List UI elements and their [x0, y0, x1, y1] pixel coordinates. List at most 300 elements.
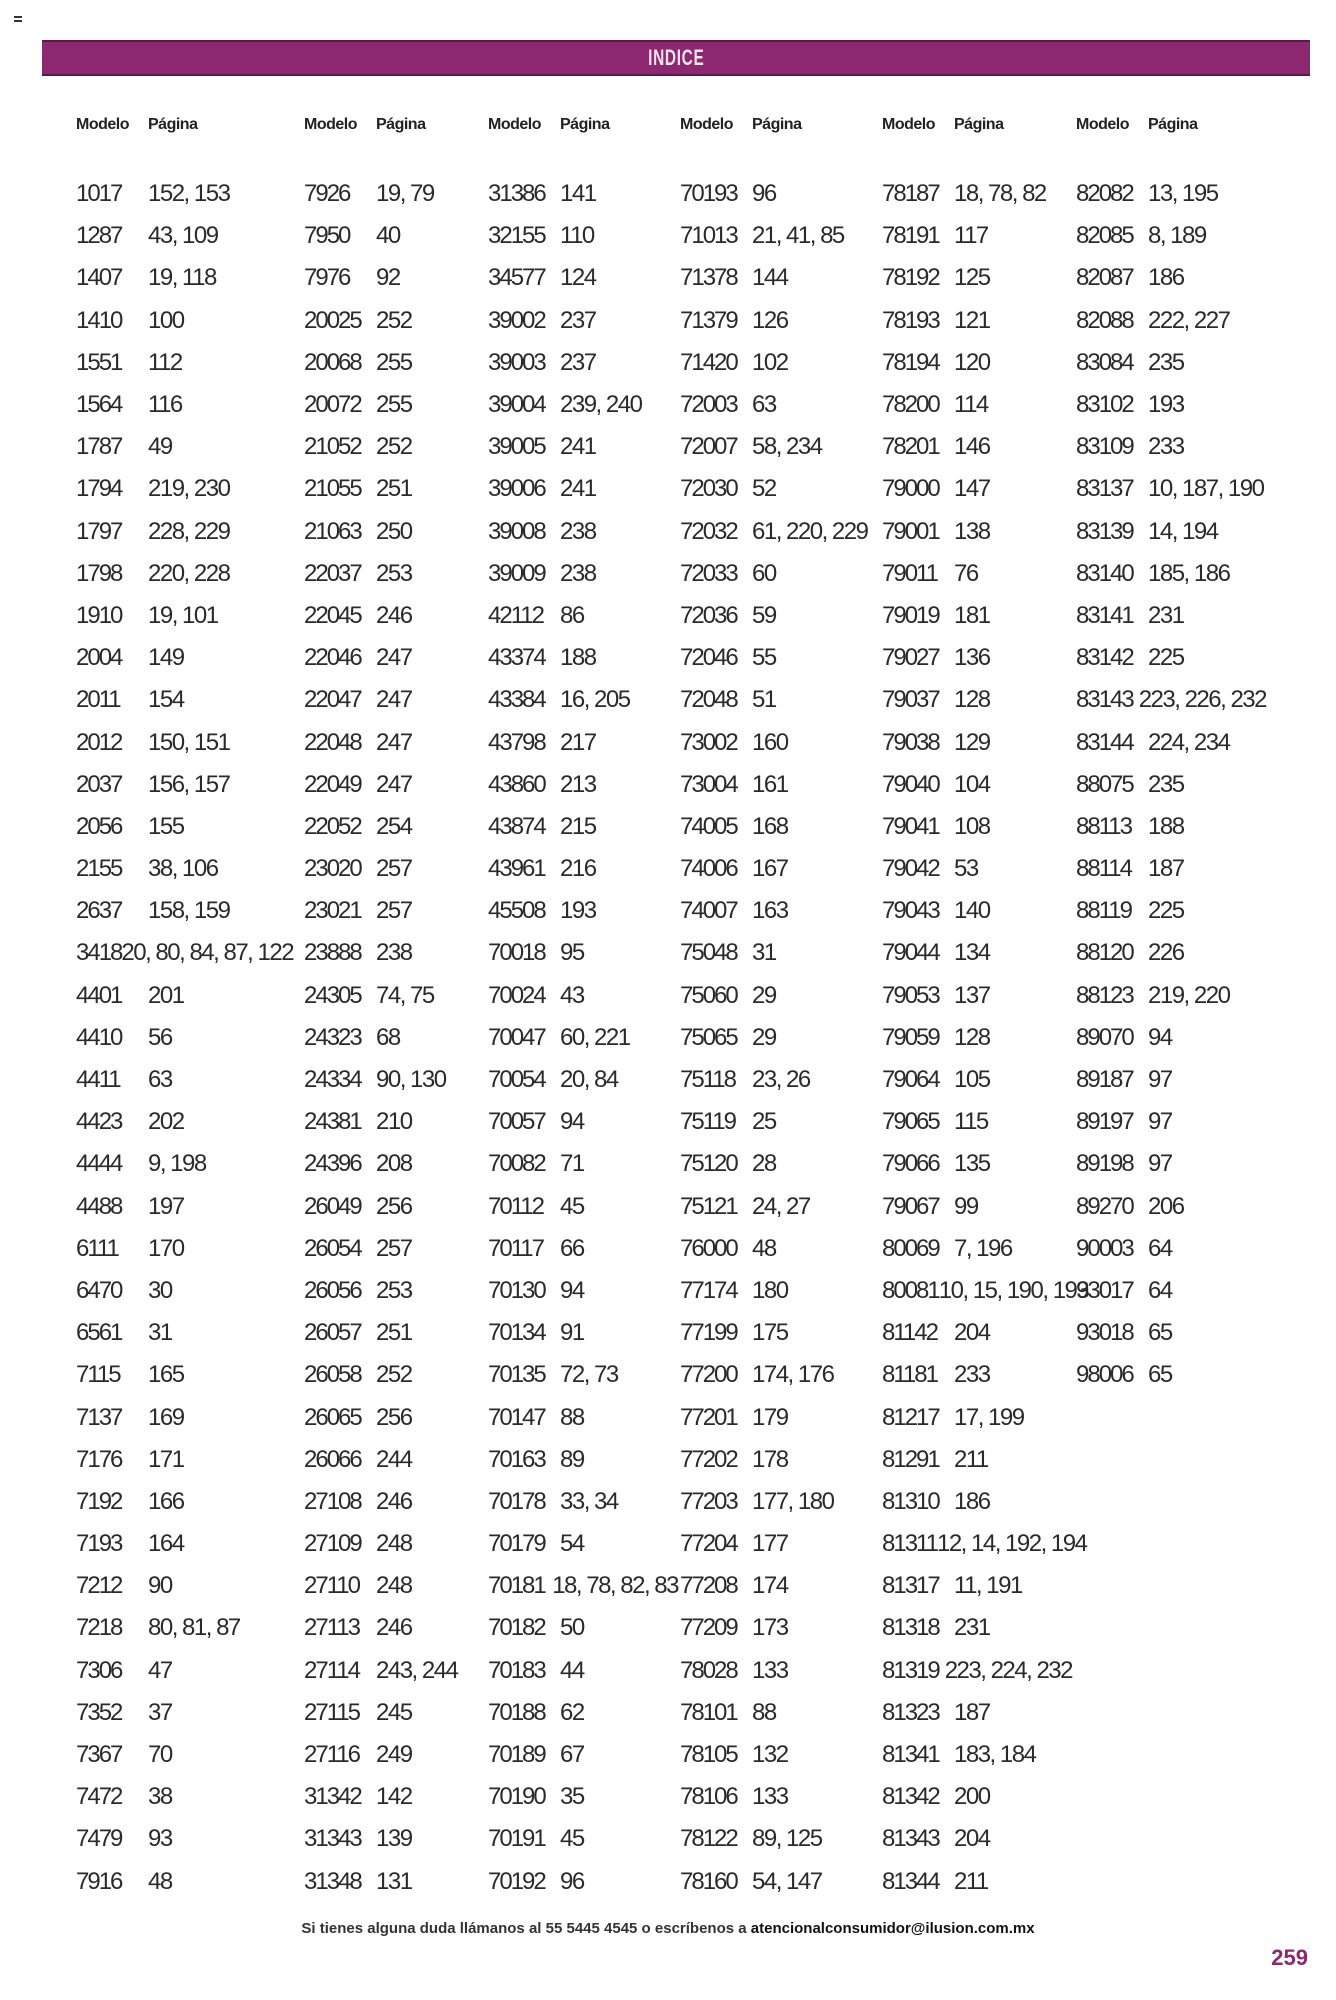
page-reference: 223, 224, 232: [944, 1656, 1072, 1684]
model-number: 89187: [1076, 1066, 1133, 1094]
index-entry: [1076, 1228, 1266, 1270]
model-number: 70147: [488, 1403, 545, 1431]
model-number: 79027: [882, 644, 939, 672]
page-reference: 237: [560, 306, 596, 334]
model-number: 88119: [1076, 897, 1131, 925]
model-number: 70179: [488, 1530, 545, 1558]
model-number: 21055: [304, 475, 361, 503]
model-number: 7926: [304, 180, 350, 208]
model-number: 7479: [76, 1825, 122, 1853]
model-number: 70112: [488, 1192, 543, 1220]
model-number: 70190: [488, 1783, 545, 1811]
model-number: 75065: [680, 1023, 737, 1051]
model-number: 32155: [488, 222, 545, 250]
index-entry: [304, 1523, 494, 1565]
header-model: Modelo: [304, 116, 357, 133]
index-entry: [488, 1439, 678, 1481]
index-entry: [1076, 1059, 1266, 1101]
index-entry: [680, 1734, 870, 1776]
index-entry: [680, 384, 870, 426]
model-number: 39005: [488, 433, 545, 461]
model-number: 81342: [882, 1783, 939, 1811]
page-reference: 131: [376, 1867, 412, 1895]
model-number: 27116: [304, 1741, 359, 1769]
index-entry: [304, 1607, 494, 1649]
model-number: 39003: [488, 348, 545, 376]
page-reference: 92: [376, 264, 400, 292]
index-entry: [882, 1101, 1072, 1143]
index-entry: [882, 848, 1072, 890]
page-reference: 64: [1148, 1234, 1172, 1262]
page-reference: 211: [954, 1867, 988, 1895]
page-reference: 53: [954, 855, 978, 883]
model-number: 75120: [680, 1150, 737, 1178]
index-entry: [304, 1650, 494, 1692]
index-entry: [488, 342, 678, 384]
index-entry: [304, 1017, 494, 1059]
index-entry: [488, 975, 678, 1017]
page-reference: 225: [1148, 897, 1184, 925]
page-reference: 161: [752, 770, 788, 798]
page-reference: 96: [752, 180, 776, 208]
model-number: 2011: [76, 686, 120, 714]
page-reference: 235: [1148, 770, 1184, 798]
header-model: Modelo: [882, 116, 935, 133]
page-reference: 210: [376, 1108, 412, 1136]
page-reference: 110: [560, 222, 594, 250]
index-entry: [1076, 468, 1266, 510]
index-entry: [304, 511, 494, 553]
page-reference: 249: [376, 1741, 412, 1769]
model-number: 4401: [76, 981, 122, 1009]
page-reference: 177: [752, 1530, 788, 1558]
page-reference: 224, 234: [1148, 728, 1230, 756]
index-entry: [680, 1312, 870, 1354]
model-number: 79053: [882, 981, 939, 1009]
model-number: 22045: [304, 601, 361, 629]
page-reference: 183, 184: [954, 1741, 1036, 1769]
index-entry: [882, 300, 1072, 342]
model-number: 81317: [882, 1572, 939, 1600]
index-entry: [882, 173, 1072, 215]
header-model: Modelo: [488, 116, 541, 133]
page-reference: 135: [954, 1150, 990, 1178]
index-entry: [1076, 215, 1266, 257]
page-reference: 174: [752, 1572, 788, 1600]
index-entry: [882, 1523, 1087, 1565]
index-entry: [882, 1396, 1072, 1438]
model-number: 24396: [304, 1150, 361, 1178]
index-entry: [882, 426, 1072, 468]
page-reference: 21, 41, 85: [752, 222, 844, 250]
page-reference: 63: [752, 391, 776, 419]
index-entry: [1076, 595, 1266, 637]
model-number: 27115: [304, 1698, 359, 1726]
index-entry: [1076, 975, 1266, 1017]
index-entry: [76, 764, 266, 806]
page-reference: 72, 73: [560, 1361, 618, 1389]
model-number: 27113: [304, 1614, 359, 1642]
page-reference: 211: [954, 1445, 988, 1473]
index-entry: [1076, 637, 1266, 679]
page-reference: 147: [954, 475, 990, 503]
model-number: 4488: [76, 1192, 122, 1220]
page-reference: 177, 180: [752, 1487, 834, 1515]
page-reference: 65: [1148, 1319, 1172, 1347]
header-page: Página: [560, 116, 610, 133]
model-number: 1564: [76, 391, 122, 419]
model-number: 1798: [76, 559, 122, 587]
index-entry: [488, 1481, 678, 1523]
index-entry: [304, 1734, 494, 1776]
page-reference: 12, 14, 192, 194: [936, 1530, 1087, 1558]
model-number: 70188: [488, 1698, 545, 1726]
index-entry: [76, 975, 266, 1017]
page-reference: 133: [752, 1656, 788, 1684]
index-entry: [680, 1776, 870, 1818]
index-entry: [488, 1692, 678, 1734]
index-entry: [488, 1818, 678, 1860]
index-entry: [304, 300, 494, 342]
index-entry: [680, 637, 870, 679]
model-number: 74006: [680, 855, 737, 883]
page-reference: 257: [376, 855, 412, 883]
model-number: 80069: [882, 1234, 939, 1262]
model-number: 70082: [488, 1150, 545, 1178]
page-reference: 43, 109: [148, 222, 218, 250]
model-number: 79038: [882, 728, 939, 756]
page-reference: 47: [148, 1656, 172, 1684]
model-number: 70178: [488, 1487, 545, 1515]
model-number: 79040: [882, 770, 939, 798]
page-reference: 44: [560, 1656, 584, 1684]
page-reference: 252: [376, 306, 412, 334]
page-reference: 142: [376, 1783, 412, 1811]
page-reference: 7, 196: [954, 1234, 1012, 1262]
index-entry: [488, 764, 678, 806]
index-entry: [1076, 721, 1266, 763]
page-reference: 19, 79: [376, 180, 434, 208]
model-number: 83139: [1076, 517, 1133, 545]
page-reference: 112: [148, 348, 182, 376]
model-number: 78191: [882, 222, 939, 250]
banner-title: INDICE: [647, 45, 705, 70]
index-entry: [488, 1396, 678, 1438]
index-entry: [680, 1439, 870, 1481]
page-reference: 65: [1148, 1361, 1172, 1389]
model-number: 20025: [304, 306, 361, 334]
index-entry: [680, 553, 870, 595]
page-reference: 17, 199: [954, 1403, 1024, 1431]
model-number: 43798: [488, 728, 545, 756]
page-reference: 33, 34: [560, 1487, 618, 1515]
index-entry: [488, 806, 678, 848]
model-number: 70130: [488, 1276, 545, 1304]
page-reference: 93: [148, 1825, 172, 1853]
page-reference: 219, 230: [148, 475, 230, 503]
index-entry: [1076, 890, 1266, 932]
index-entry: [680, 1186, 870, 1228]
index-entry: [882, 1270, 1089, 1312]
page-reference: 80, 81, 87: [148, 1614, 240, 1642]
model-number: 70018: [488, 939, 545, 967]
index-entry: [304, 1439, 494, 1481]
model-number: 7976: [304, 264, 350, 292]
page-reference: 97: [1148, 1108, 1172, 1136]
page-reference: 163: [752, 897, 788, 925]
page-reference: 167: [752, 855, 788, 883]
page-reference: 51: [752, 686, 776, 714]
page-reference: 50: [560, 1614, 584, 1642]
model-number: 7950: [304, 222, 350, 250]
model-number: 78192: [882, 264, 939, 292]
index-entry: [76, 848, 266, 890]
model-number: 79065: [882, 1108, 939, 1136]
model-number: 81310: [882, 1487, 939, 1515]
page-reference: 252: [376, 1361, 412, 1389]
page-reference: 139: [376, 1825, 412, 1853]
index-entry: [680, 468, 870, 510]
index-entry: [882, 1776, 1072, 1818]
model-number: 7367: [76, 1741, 122, 1769]
page-reference: 243, 244: [376, 1656, 458, 1684]
page-reference: 38: [148, 1783, 172, 1811]
model-number: 88075: [1076, 770, 1133, 798]
page-reference: 247: [376, 770, 412, 798]
index-entry: [304, 1143, 494, 1185]
index-entry: [488, 721, 678, 763]
page-reference: 59: [752, 601, 776, 629]
model-number: 78187: [882, 180, 939, 208]
page-reference: 228, 229: [148, 517, 230, 545]
index-entry: [488, 595, 678, 637]
index-entry: [488, 553, 678, 595]
model-number: 79067: [882, 1192, 939, 1220]
index-entry: [680, 1270, 870, 1312]
model-number: 71379: [680, 306, 737, 334]
page-reference: 99: [954, 1192, 978, 1220]
model-number: 39002: [488, 306, 545, 334]
index-entry: [680, 1017, 870, 1059]
model-number: 1287: [76, 222, 122, 250]
model-number: 70191: [488, 1825, 545, 1853]
model-number: 79059: [882, 1023, 939, 1051]
model-number: 22037: [304, 559, 361, 587]
model-number: 82087: [1076, 264, 1133, 292]
index-entry: [1076, 426, 1266, 468]
model-number: 2012: [76, 728, 122, 756]
model-number: 83141: [1076, 601, 1133, 629]
page-reference: 208: [376, 1150, 412, 1178]
model-number: 90003: [1076, 1234, 1133, 1262]
page-reference: 54: [560, 1530, 584, 1558]
model-number: 7192: [76, 1487, 122, 1515]
model-number: 70135: [488, 1361, 545, 1389]
index-entry: [488, 1270, 678, 1312]
page-reference: 140: [954, 897, 990, 925]
page-reference: 222, 227: [1148, 306, 1230, 334]
index-entry: [882, 257, 1072, 299]
model-number: 77199: [680, 1319, 737, 1347]
page-reference: 226: [1148, 939, 1184, 967]
index-entry: [76, 806, 266, 848]
page-reference: 155: [148, 812, 184, 840]
page-reference: 179: [752, 1403, 788, 1431]
index-entry: [882, 1818, 1072, 1860]
page-reference: 170: [148, 1234, 184, 1262]
model-number: 72048: [680, 686, 737, 714]
index-entry: [680, 848, 870, 890]
page-reference: 132: [752, 1741, 788, 1769]
index-entry: [882, 1017, 1072, 1059]
model-number: 82085: [1076, 222, 1133, 250]
model-number: 72046: [680, 644, 737, 672]
index-entry: [680, 679, 870, 721]
page-reference: 138: [954, 517, 990, 545]
index-entry: [76, 1439, 266, 1481]
index-entry: [882, 384, 1072, 426]
index-entry: [488, 637, 678, 679]
index-entry: [680, 426, 870, 468]
index-entry: [882, 468, 1072, 510]
index-entry: [76, 215, 266, 257]
index-entry: [680, 173, 870, 215]
index-entry: [1076, 257, 1266, 299]
page-reference: 202: [148, 1108, 184, 1136]
page-reference: 60: [752, 559, 776, 587]
index-entry: [76, 1143, 266, 1185]
model-number: 83144: [1076, 728, 1133, 756]
page-reference: 55: [752, 644, 776, 672]
page-reference: 96: [560, 1867, 584, 1895]
footer-contact: [0, 1920, 1336, 1937]
index-entry: [304, 1101, 494, 1143]
page-reference: 173: [752, 1614, 788, 1642]
model-number: 7137: [76, 1403, 122, 1431]
model-number: 70183: [488, 1656, 545, 1684]
model-number: 83084: [1076, 348, 1133, 376]
model-number: 78160: [680, 1867, 737, 1895]
model-number: 72003: [680, 391, 737, 419]
index-entry: [680, 1481, 870, 1523]
model-number: 75060: [680, 981, 737, 1009]
page-reference: 186: [954, 1487, 990, 1515]
model-number: 21063: [304, 517, 361, 545]
model-number: 7193: [76, 1530, 122, 1558]
index-entry: [680, 1354, 870, 1396]
page-reference: 90, 130: [376, 1066, 446, 1094]
page-reference: 38, 106: [148, 855, 218, 883]
index-entry: [680, 1143, 870, 1185]
index-entry: [680, 1607, 870, 1649]
index-entry: [680, 342, 870, 384]
page-reference: 10, 187, 190: [1148, 475, 1264, 503]
index-entry: [882, 215, 1072, 257]
index-entry: [680, 300, 870, 342]
page-reference: 52: [752, 475, 776, 503]
page-reference: 74, 75: [376, 981, 434, 1009]
model-number: 72030: [680, 475, 737, 503]
header-model: Modelo: [76, 116, 129, 133]
index-entry: [488, 848, 678, 890]
index-entry: [882, 553, 1072, 595]
index-entry: [76, 553, 266, 595]
model-number: 1017: [76, 180, 122, 208]
model-number: 83109: [1076, 433, 1133, 461]
model-number: 7218: [76, 1614, 122, 1642]
page-reference: 254: [376, 812, 412, 840]
header-page: Página: [376, 116, 426, 133]
model-number: 31386: [488, 180, 545, 208]
model-number: 4444: [76, 1150, 122, 1178]
page-reference: 152, 153: [148, 180, 230, 208]
index-entry: [304, 257, 494, 299]
index-entry: [488, 1861, 678, 1903]
page-reference: 20, 80, 84, 87, 122: [121, 939, 294, 967]
model-number: 88123: [1076, 981, 1133, 1009]
model-number: 81142: [882, 1319, 937, 1347]
page-reference: 29: [752, 1023, 776, 1051]
model-number: 89070: [1076, 1023, 1133, 1051]
column-header: [680, 113, 870, 137]
index-entry: [680, 1650, 870, 1692]
model-number: 75119: [680, 1108, 735, 1136]
model-number: 26049: [304, 1192, 361, 1220]
index-entry: [882, 1059, 1072, 1101]
model-number: 79066: [882, 1150, 939, 1178]
index-entry: [488, 1650, 678, 1692]
page-reference: 175: [752, 1319, 788, 1347]
model-number: 79044: [882, 939, 939, 967]
index-entry: [882, 679, 1072, 721]
index-entry: [304, 1396, 494, 1438]
model-number: 22052: [304, 812, 361, 840]
index-entry: [1076, 342, 1266, 384]
model-number: 88120: [1076, 939, 1133, 967]
model-number: 27110: [304, 1572, 359, 1600]
model-number: 7212: [76, 1572, 122, 1600]
page-reference: 247: [376, 686, 412, 714]
index-entry: [882, 975, 1072, 1017]
index-entry: [76, 1354, 266, 1396]
model-number: 88114: [1076, 855, 1131, 883]
index-entry: [304, 890, 494, 932]
index-entry: [76, 1396, 266, 1438]
page-reference: 225: [1148, 644, 1184, 672]
index-entry: [882, 764, 1072, 806]
model-number: 26058: [304, 1361, 361, 1389]
model-number: 78194: [882, 348, 939, 376]
index-entry: [488, 1228, 678, 1270]
page-reference: 90: [148, 1572, 172, 1600]
model-number: 26066: [304, 1445, 361, 1473]
index-entry: [680, 1396, 870, 1438]
footer-email[interactable]: atencionalconsumidor@ilusion.com.mx: [750, 1920, 1035, 1937]
index-entry: [1076, 384, 1266, 426]
page-reference: 49: [148, 433, 172, 461]
page-reference: 58, 234: [752, 433, 822, 461]
page-reference: 89: [560, 1445, 584, 1473]
model-number: 2637: [76, 897, 122, 925]
page-reference: 48: [752, 1234, 776, 1262]
index-entry: [76, 1861, 266, 1903]
model-number: 20068: [304, 348, 361, 376]
page-reference: 8, 189: [1148, 222, 1206, 250]
page-reference: 63: [148, 1066, 172, 1094]
index-entry: [304, 679, 494, 721]
page-reference: 31: [148, 1319, 172, 1347]
model-number: 79042: [882, 855, 939, 883]
